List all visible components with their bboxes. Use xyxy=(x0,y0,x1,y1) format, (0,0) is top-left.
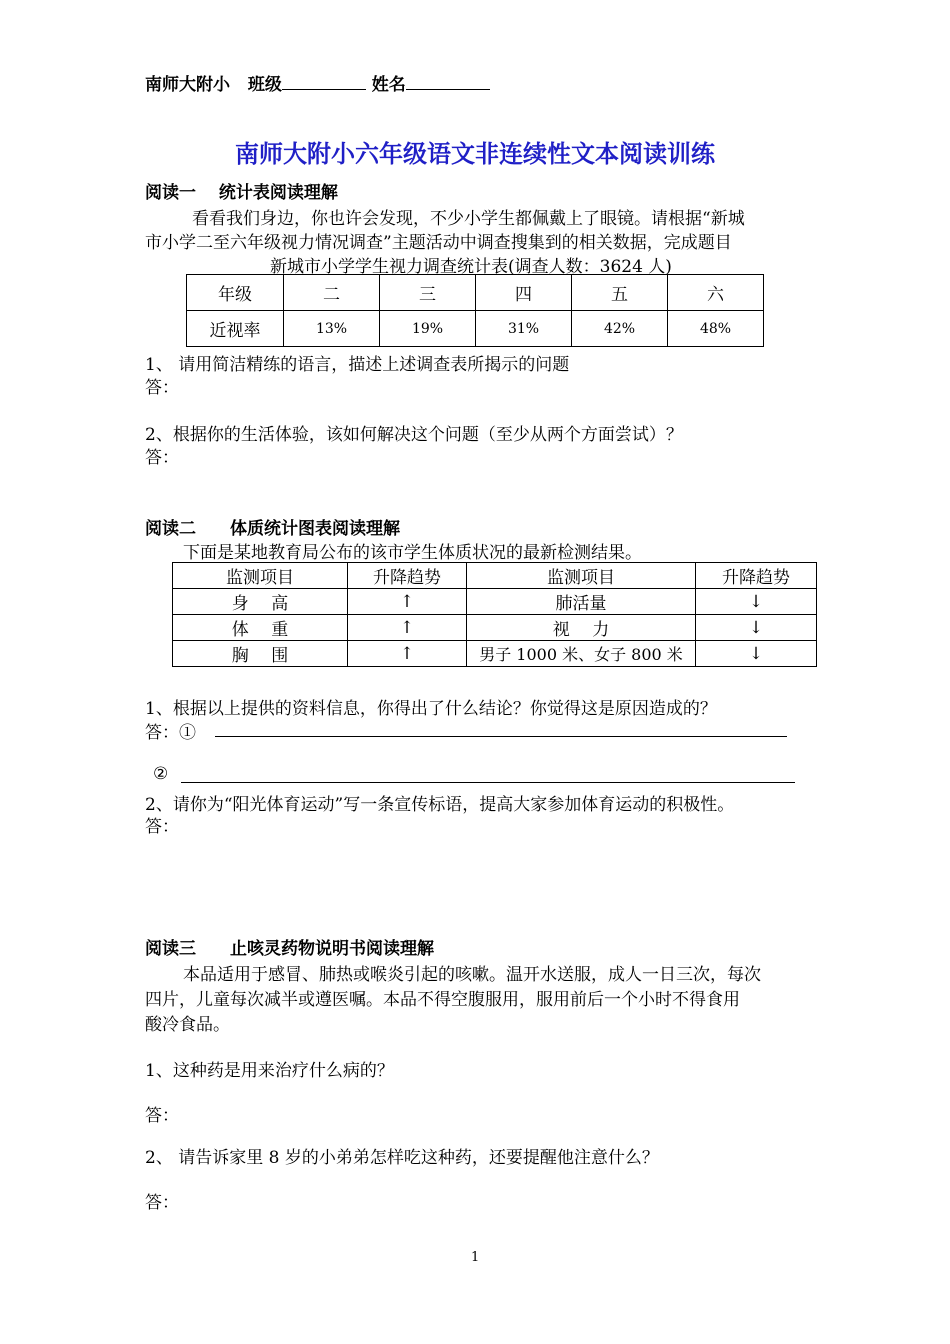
name-label: 姓名 xyxy=(371,75,406,95)
grade-cell: 三 xyxy=(380,275,476,311)
section3-para-line3: 酸冷食品。 xyxy=(145,1015,230,1035)
class-blank[interactable] xyxy=(282,73,366,90)
item-cell: 视 力 xyxy=(467,615,696,641)
trend-down-icon: ↓ xyxy=(696,589,817,615)
rate-cell: 13% xyxy=(284,311,380,347)
item-cell: 男子 1000 米、女子 800 米 xyxy=(467,641,696,667)
table-row xyxy=(173,615,817,641)
header-line xyxy=(145,70,490,95)
table-row xyxy=(173,589,817,615)
class-label: 班级 xyxy=(247,75,282,95)
trend-up-icon: ↑ xyxy=(348,615,467,641)
trend-up-icon: ↑ xyxy=(348,589,467,615)
grade-cell: 五 xyxy=(572,275,668,311)
vision-table-caption: 新城市小学学生视力调查统计表(调查人数：3624 人) xyxy=(270,257,672,277)
page-number: 1 xyxy=(471,1250,480,1265)
section1-question1: 1、 请用简洁精练的语言，描述上述调查表所揭示的问题 xyxy=(145,355,570,375)
rate-cell: 42% xyxy=(572,311,668,347)
section1-answer2[interactable]: 答： xyxy=(145,448,179,468)
section2-answer1-second: ② xyxy=(153,764,169,784)
section2-heading: 阅读二 体质统计图表阅读理解 xyxy=(145,519,400,539)
rate-cell: 48% xyxy=(668,311,764,347)
fitness-table xyxy=(172,562,817,667)
section2-question1: 1、根据以上提供的资料信息，你得出了什么结论？你觉得这是原因造成的？ xyxy=(145,699,717,719)
header-cell: 监测项目 xyxy=(173,563,348,589)
table-row xyxy=(187,311,764,347)
section3-question1: 1、这种药是用来治疗什么病的？ xyxy=(145,1061,394,1081)
page-title: 南师大附小六年级语文非连续性文本阅读训练 xyxy=(235,140,715,168)
trend-down-icon: ↓ xyxy=(696,641,817,667)
header-cell: 监测项目 xyxy=(467,563,696,589)
section3-para-line1: 本品适用于感冒、肺热或喉炎引起的咳嗽。温开水送服，成人一日三次，每次 xyxy=(183,965,761,985)
trend-up-icon: ↑ xyxy=(348,641,467,667)
section2-intro: 下面是某地教育局公布的该市学生体质状况的最新检测结果。 xyxy=(183,543,642,563)
section3-heading: 阅读三 止咳灵药物说明书阅读理解 xyxy=(145,939,434,959)
section3-answer2[interactable]: 答： xyxy=(145,1193,179,1213)
table-row xyxy=(173,641,817,667)
grade-cell: 二 xyxy=(284,275,380,311)
header-cell: 升降趋势 xyxy=(696,563,817,589)
section3-question2: 2、 请告诉家里 8 岁的小弟弟怎样吃这种药，还要提醒他注意什么？ xyxy=(145,1148,659,1168)
rate-cell: 19% xyxy=(380,311,476,347)
rate-cell: 31% xyxy=(476,311,572,347)
section3-para-line2: 四片，儿童每次减半或遵医嘱。本品不得空腹服用，服用前后一个小时不得食用 xyxy=(145,990,740,1010)
section1-answer1[interactable]: 答： xyxy=(145,378,179,398)
trend-down-icon: ↓ xyxy=(696,615,817,641)
grade-header-cell: 年级 xyxy=(187,275,284,311)
name-blank[interactable] xyxy=(406,73,490,90)
section2-answer2[interactable]: 答： xyxy=(145,817,179,837)
item-cell: 体 重 xyxy=(173,615,348,641)
grade-cell: 四 xyxy=(476,275,572,311)
section1-question2: 2、根据你的生活体验，该如何解决这个问题（至少从两个方面尝试）？ xyxy=(145,425,683,445)
item-cell: 胸 围 xyxy=(173,641,348,667)
section1-heading: 阅读一 统计表阅读理解 xyxy=(145,183,338,203)
table-row xyxy=(173,563,817,589)
vision-table xyxy=(186,274,764,347)
answer-line-1[interactable] xyxy=(215,736,787,737)
school-name: 南师大附小 xyxy=(145,75,230,95)
item-cell: 身 高 xyxy=(173,589,348,615)
section3-answer1[interactable]: 答： xyxy=(145,1106,179,1126)
table-row xyxy=(187,275,764,311)
rate-header-cell: 近视率 xyxy=(187,311,284,347)
item-cell: 肺活量 xyxy=(467,589,696,615)
section1-intro-line1: 看看我们身边，你也许会发现，不少小学生都佩戴上了眼镜。请根据“新城 xyxy=(192,209,745,229)
header-cell: 升降趋势 xyxy=(348,563,467,589)
section1-intro-line2: 市小学二至六年级视力情况调查”主题活动中调查搜集到的相关数据，完成题目 xyxy=(145,233,732,253)
grade-cell: 六 xyxy=(668,275,764,311)
section2-question2: 2、请你为“阳光体育运动”写一条宣传标语，提高大家参加体育运动的积极性。 xyxy=(145,795,735,815)
section2-answer1-prefix: 答：① xyxy=(145,723,196,743)
answer-line-2[interactable] xyxy=(181,782,795,783)
